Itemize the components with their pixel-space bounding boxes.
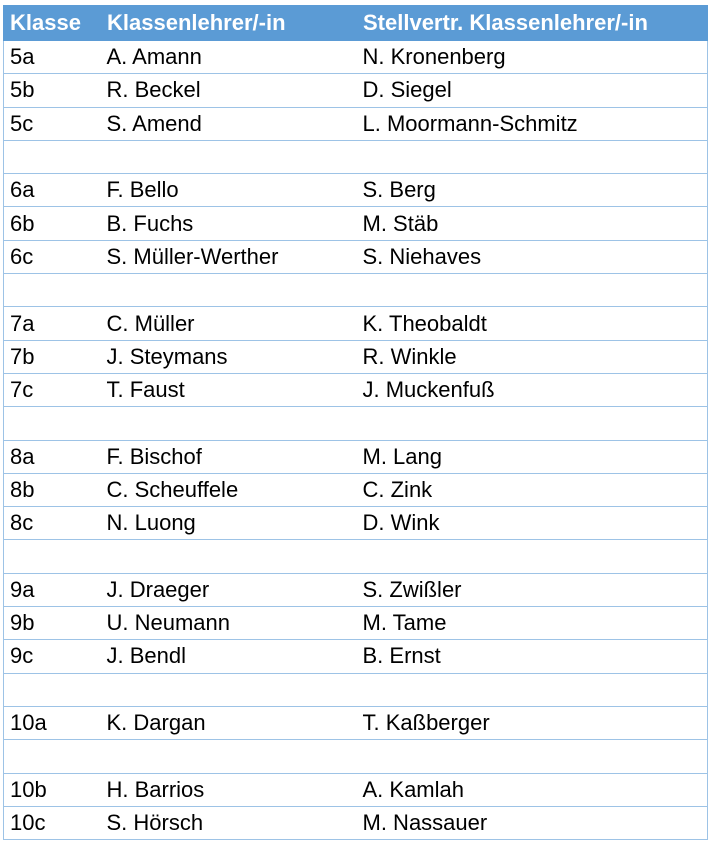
class-teacher-cell: K. Dargan: [101, 706, 357, 739]
table-row: [4, 706, 708, 739]
table-row: [4, 806, 708, 839]
class-cell: 8c: [4, 507, 101, 540]
table-header-row: [4, 6, 708, 41]
class-cell: 5b: [4, 74, 101, 107]
deputy-teacher-cell: B. Ernst: [357, 640, 708, 673]
table-row: [4, 373, 708, 406]
spacer-row: [4, 140, 708, 173]
class-cell: 7c: [4, 373, 101, 406]
class-teacher-cell: R. Beckel: [101, 74, 357, 107]
table-body: [4, 41, 708, 840]
class-teacher-cell: [101, 274, 357, 307]
spacer-row: [4, 540, 708, 573]
header-class: Klasse: [4, 6, 101, 41]
deputy-teacher-cell: M. Nassauer: [357, 806, 708, 839]
table-row: [4, 640, 708, 673]
table-row: [4, 41, 708, 74]
class-teacher-cell: C. Müller: [101, 307, 357, 340]
class-cell: [4, 740, 101, 773]
table-row: [4, 307, 708, 340]
table-row: [4, 507, 708, 540]
deputy-teacher-cell: [357, 274, 708, 307]
class-teacher-cell: T. Faust: [101, 373, 357, 406]
table-row: [4, 340, 708, 373]
spacer-row: [4, 673, 708, 706]
spacer-row: [4, 274, 708, 307]
deputy-teacher-cell: [357, 407, 708, 440]
class-teacher-cell: F. Bischof: [101, 440, 357, 473]
class-cell: 9a: [4, 573, 101, 606]
class-cell: 6a: [4, 174, 101, 207]
table-row: [4, 473, 708, 506]
class-teacher-cell: C. Scheuffele: [101, 473, 357, 506]
deputy-teacher-cell: [357, 673, 708, 706]
deputy-teacher-cell: [357, 140, 708, 173]
class-teacher-cell: A. Amann: [101, 41, 357, 74]
spacer-row: [4, 740, 708, 773]
class-cell: 6c: [4, 240, 101, 273]
table-row: [4, 174, 708, 207]
deputy-teacher-cell: D. Siegel: [357, 74, 708, 107]
deputy-teacher-cell: S. Niehaves: [357, 240, 708, 273]
deputy-teacher-cell: M. Lang: [357, 440, 708, 473]
deputy-teacher-cell: D. Wink: [357, 507, 708, 540]
table-row: [4, 240, 708, 273]
table-row: [4, 440, 708, 473]
class-cell: 9b: [4, 607, 101, 640]
class-teacher-cell: J. Bendl: [101, 640, 357, 673]
spacer-row: [4, 407, 708, 440]
deputy-teacher-cell: S. Berg: [357, 174, 708, 207]
deputy-teacher-cell: J. Muckenfuß: [357, 373, 708, 406]
class-cell: 6b: [4, 207, 101, 240]
class-cell: 10b: [4, 773, 101, 806]
class-teacher-cell: B. Fuchs: [101, 207, 357, 240]
deputy-teacher-cell: N. Kronenberg: [357, 41, 708, 74]
class-cell: [4, 407, 101, 440]
class-teacher-cell: J. Draeger: [101, 573, 357, 606]
class-teacher-cell: [101, 540, 357, 573]
class-cell: [4, 140, 101, 173]
class-cell: 7a: [4, 307, 101, 340]
table-row: [4, 607, 708, 640]
class-teacher-cell: [101, 140, 357, 173]
deputy-teacher-cell: C. Zink: [357, 473, 708, 506]
table-row: [4, 74, 708, 107]
class-teacher-cell: [101, 407, 357, 440]
deputy-teacher-cell: [357, 740, 708, 773]
deputy-teacher-cell: L. Moormann-Schmitz: [357, 107, 708, 140]
deputy-teacher-cell: T. Kaßberger: [357, 706, 708, 739]
class-teacher-cell: H. Barrios: [101, 773, 357, 806]
header-class-teacher: Klassenlehrer/-in: [101, 6, 357, 41]
table-row: [4, 207, 708, 240]
table-row: [4, 573, 708, 606]
deputy-teacher-cell: A. Kamlah: [357, 773, 708, 806]
deputy-teacher-cell: [357, 540, 708, 573]
table-row: [4, 107, 708, 140]
deputy-teacher-cell: M. Tame: [357, 607, 708, 640]
class-cell: [4, 673, 101, 706]
header-deputy-class-teacher: Stellvertr. Klassenlehrer/-in: [357, 6, 708, 41]
deputy-teacher-cell: M. Stäb: [357, 207, 708, 240]
class-teacher-cell: J. Steymans: [101, 340, 357, 373]
deputy-teacher-cell: K. Theobaldt: [357, 307, 708, 340]
class-teacher-cell: N. Luong: [101, 507, 357, 540]
class-cell: 5c: [4, 107, 101, 140]
class-teacher-cell: S. Amend: [101, 107, 357, 140]
class-teacher-cell: S. Hörsch: [101, 806, 357, 839]
class-cell: 5a: [4, 41, 101, 74]
class-cell: 8a: [4, 440, 101, 473]
class-cell: 9c: [4, 640, 101, 673]
table-row: [4, 773, 708, 806]
class-teacher-cell: [101, 740, 357, 773]
class-cell: [4, 274, 101, 307]
class-teacher-cell: [101, 673, 357, 706]
class-cell: 8b: [4, 473, 101, 506]
class-cell: [4, 540, 101, 573]
class-teacher-cell: U. Neumann: [101, 607, 357, 640]
class-cell: 10a: [4, 706, 101, 739]
deputy-teacher-cell: S. Zwißler: [357, 573, 708, 606]
class-teacher-table: [3, 5, 708, 840]
class-cell: 7b: [4, 340, 101, 373]
class-teacher-cell: F. Bello: [101, 174, 357, 207]
deputy-teacher-cell: R. Winkle: [357, 340, 708, 373]
class-cell: 10c: [4, 806, 101, 839]
class-teacher-cell: S. Müller-Werther: [101, 240, 357, 273]
